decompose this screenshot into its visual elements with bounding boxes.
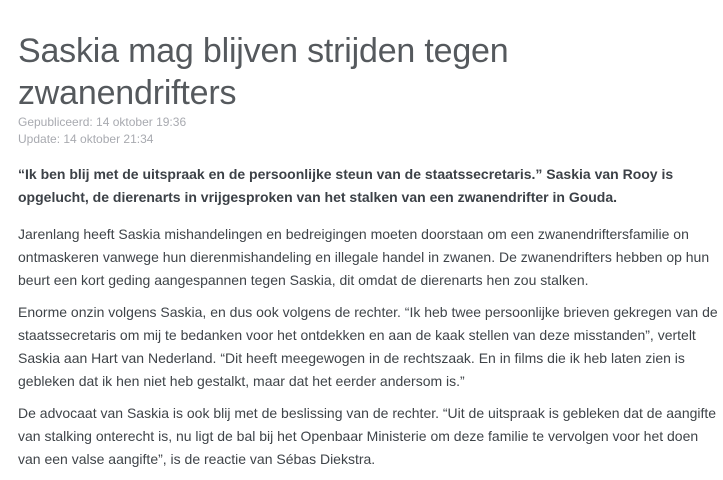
article-title: Saskia mag blijven strijden tegen zwanendrifters (18, 32, 509, 112)
article-paragraph: Enorme onzin volgens Saskia, en dus ook volgens de rechter. “Ik heb twee persoonlijke brieven gekregen van de staatssecretaris om mij te bedanken voor het ontdekken en aan de kaak stellen van deze misstanden”, vertelt Saskia aan Hart van Nederland. “Dit heeft meegewogen in de rechtszaak. En in films die ik heb laten zien is gebleken dat ik hen niet heb gestalkt, maar dat het eerder andersom is.” (18, 304, 718, 389)
article-paragraph: Jarenlang heeft Saskia mishandelingen en bedreigingen moeten doorstaan om een zwanendriftersfamilie on ontmaskeren vanwege hun dierenmishandeling en illegale handel in zwanen. De zwanendrifters hebben op hun beurt een kort geding aangespannen tegen Saskia, dit omdat de dierenarts hen zou stalken. (18, 226, 710, 288)
updated-date: Update: 14 oktober 21:34 (18, 132, 154, 146)
article-paragraph: De advocaat van Saskia is ook blij met de beslissing van de rechter. “Uit de uitspraak is gebleken dat de aangifte van stalking onterecht is, nu ligt de bal bij het Openbaar Ministerie om deze familie te vervolgen voor het doen van een valse aangifte”, is de reactie van Sébas Diekstra. (18, 405, 717, 467)
article-lead: “Ik ben blij met de uitspraak en de persoonlijke steun van de staatssecretaris.” Saskia van Rooy is opgelucht, de dierenarts in vrijgesproken van het stalken van een zwanendrifter in Gouda. (18, 166, 674, 205)
article-meta (18, 114, 186, 148)
published-date: Gepubliceerd: 14 oktober 19:36 (18, 115, 187, 129)
